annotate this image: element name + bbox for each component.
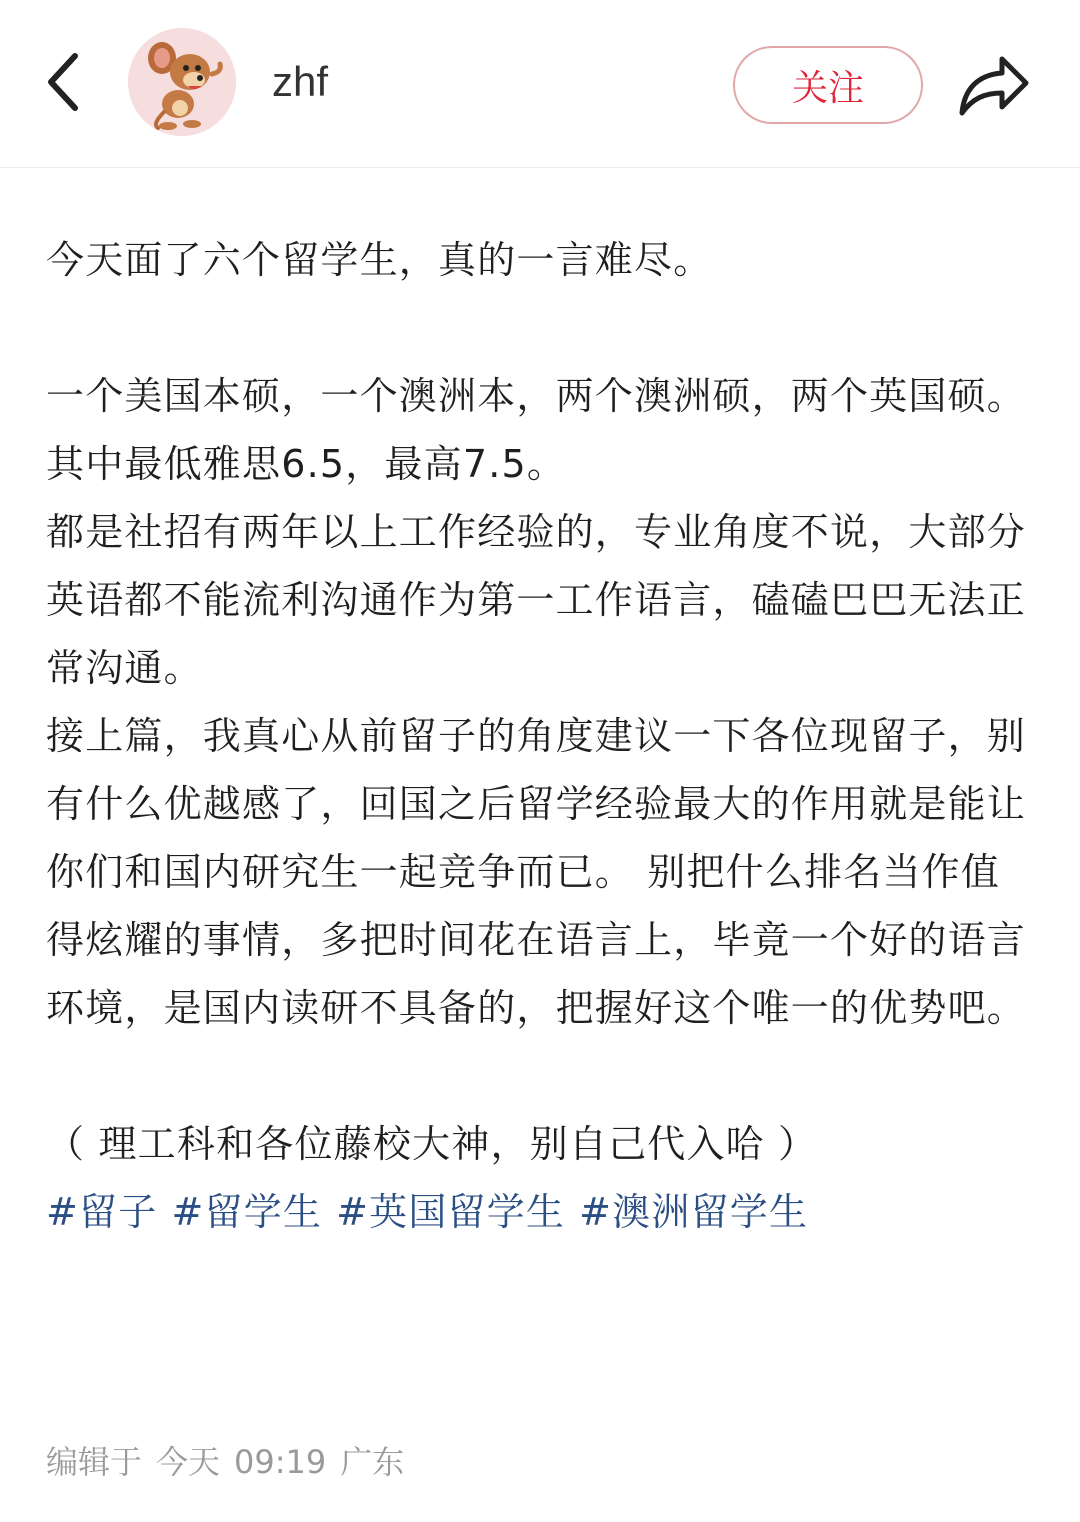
post-paragraph: 都是社招有两年以上工作经验的，专业角度不说，大部分英语都不能流利沟通作为第一工作语言，磕磕巴巴无法正常沟通。 xyxy=(46,510,1027,690)
share-arrow-icon xyxy=(958,53,1030,119)
hashtag-liuzi[interactable]: #留子 xyxy=(46,1190,158,1234)
follow-button[interactable]: 关注 xyxy=(733,46,923,124)
blank-line xyxy=(46,1042,1036,1110)
edit-time: 09:19 xyxy=(234,1443,327,1481)
share-button[interactable] xyxy=(952,44,1036,128)
post-paragraph: 今天面了六个留学生，真的一言难尽。 xyxy=(46,238,713,282)
hashtag-liuxuesheng[interactable]: #留学生 xyxy=(171,1190,323,1234)
post-meta xyxy=(46,1432,404,1492)
edited-label: 编辑于 xyxy=(46,1443,143,1481)
chevron-left-icon xyxy=(43,50,83,114)
edit-date: 今天 xyxy=(156,1443,221,1481)
edit-location: 广东 xyxy=(340,1443,405,1481)
hashtag-list xyxy=(46,1178,1036,1246)
hashtag-au-students[interactable]: #澳洲留学生 xyxy=(579,1190,809,1234)
post-paragraph: 接上篇，我真心从前留子的角度建议一下各位现留子，别有什么优越感了，回国之后留学经验最大的作用就是能让你们和国内研究生一起竞争而已。 别把什么排名当作值得炫耀的事情，多把时间花在语言上，毕竟一个好的语言环境，是国内读研不具备的，把握好这个唯一的优势吧。 xyxy=(46,714,1027,1030)
back-button[interactable] xyxy=(28,42,98,122)
post-paragraph: 其中最低雅思6.5，最高7.5。 xyxy=(46,442,567,486)
mouse-cartoon-icon xyxy=(128,28,236,136)
top-bar xyxy=(0,0,1080,168)
blank-line xyxy=(46,294,1036,362)
avatar[interactable] xyxy=(128,28,236,136)
post-content xyxy=(46,226,1036,1246)
username[interactable]: zhf xyxy=(272,58,329,105)
post-paragraph: 一个美国本硕，一个澳洲本，两个澳洲硕，两个英国硕。 xyxy=(46,374,1027,418)
hashtag-uk-students[interactable]: #英国留学生 xyxy=(336,1190,566,1234)
post-note: （ 理工科和各位藤校大神，别自己代入哈 ） xyxy=(46,1122,818,1166)
